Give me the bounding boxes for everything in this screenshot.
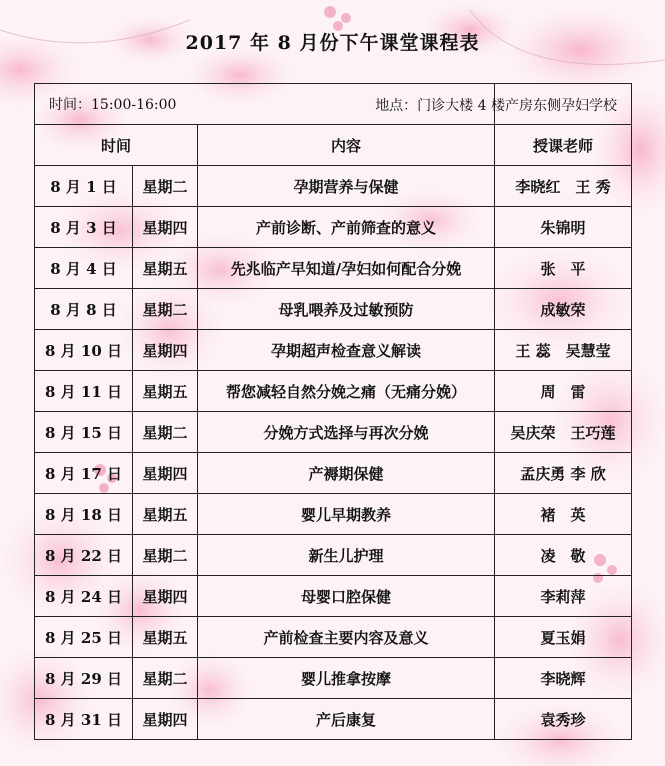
class-location: 地点：门诊大楼 4 楼产房东侧孕妇学校 — [375, 98, 617, 114]
row-content: 孕期超声检查意义解读 — [198, 330, 495, 371]
row-content: 孕期营养与保健 — [198, 166, 495, 207]
row-teacher: 王 蕊 吴慧莹 — [495, 330, 632, 371]
row-weekday: 星期二 — [133, 166, 198, 207]
row-teacher: 周 雷 — [495, 371, 632, 412]
table-row — [35, 453, 632, 494]
table-row — [35, 289, 632, 330]
schedule-table — [34, 83, 632, 740]
row-teacher: 李晓辉 — [495, 658, 632, 699]
row-date: 8 月 22 日 — [35, 535, 133, 576]
table-row — [35, 330, 632, 371]
table-row — [35, 207, 632, 248]
page-title: 2017 年 8 月份下午课堂课程表 — [185, 32, 480, 54]
row-weekday: 星期四 — [133, 576, 198, 617]
row-teacher: 袁秀珍 — [495, 699, 632, 740]
table-row — [35, 166, 632, 207]
row-date: 8 月 11 日 — [35, 371, 133, 412]
row-date: 8 月 15 日 — [35, 412, 133, 453]
row-weekday: 星期四 — [133, 330, 198, 371]
table-row — [35, 494, 632, 535]
row-content: 产前检查主要内容及意义 — [198, 617, 495, 658]
row-content: 母婴口腔保健 — [198, 576, 495, 617]
row-weekday: 星期二 — [133, 658, 198, 699]
table-row — [35, 617, 632, 658]
row-weekday: 星期四 — [133, 453, 198, 494]
table-row — [35, 371, 632, 412]
row-content: 帮您减轻自然分娩之痛（无痛分娩） — [198, 371, 495, 412]
row-content: 新生儿护理 — [198, 535, 495, 576]
row-teacher: 张 平 — [495, 248, 632, 289]
row-content: 母乳喂养及过敏预防 — [198, 289, 495, 330]
row-teacher: 李晓红 王 秀 — [495, 166, 632, 207]
row-weekday: 星期五 — [133, 248, 198, 289]
row-date: 8 月 24 日 — [35, 576, 133, 617]
row-date: 8 月 29 日 — [35, 658, 133, 699]
row-content: 分娩方式选择与再次分娩 — [198, 412, 495, 453]
table-row — [35, 535, 632, 576]
table-row — [35, 658, 632, 699]
row-content: 产褥期保健 — [198, 453, 495, 494]
row-content: 婴儿推拿按摩 — [198, 658, 495, 699]
row-weekday: 星期四 — [133, 207, 198, 248]
class-time: 时间：15:00-16:00 — [35, 84, 495, 125]
row-weekday: 星期二 — [133, 289, 198, 330]
header-time: 时间 — [35, 125, 198, 166]
header-teacher: 授课老师 — [495, 125, 632, 166]
row-teacher: 李莉萍 — [495, 576, 632, 617]
row-weekday: 星期五 — [133, 617, 198, 658]
row-teacher: 成敏荣 — [495, 289, 632, 330]
header-row — [35, 125, 632, 166]
row-date: 8 月 1 日 — [35, 166, 133, 207]
row-weekday: 星期五 — [133, 494, 198, 535]
row-content: 产前诊断、产前筛查的意义 — [198, 207, 495, 248]
row-weekday: 星期五 — [133, 371, 198, 412]
row-weekday: 星期四 — [133, 699, 198, 740]
table-row — [35, 248, 632, 289]
row-date: 8 月 18 日 — [35, 494, 133, 535]
row-teacher: 朱锦明 — [495, 207, 632, 248]
row-teacher: 凌 敬 — [495, 535, 632, 576]
row-content: 产后康复 — [198, 699, 495, 740]
row-teacher: 褚 英 — [495, 494, 632, 535]
header-content: 内容 — [198, 125, 495, 166]
row-teacher: 吴庆荣 王巧莲 — [495, 412, 632, 453]
table-row — [35, 699, 632, 740]
row-date: 8 月 31 日 — [35, 699, 133, 740]
row-teacher: 夏玉娟 — [495, 617, 632, 658]
row-weekday: 星期二 — [133, 412, 198, 453]
row-date: 8 月 3 日 — [35, 207, 133, 248]
row-date: 8 月 17 日 — [35, 453, 133, 494]
table-row — [35, 412, 632, 453]
table-row — [35, 576, 632, 617]
row-date: 8 月 8 日 — [35, 289, 133, 330]
row-date: 8 月 25 日 — [35, 617, 133, 658]
row-date: 8 月 10 日 — [35, 330, 133, 371]
row-content: 先兆临产早知道/孕妇如何配合分娩 — [198, 248, 495, 289]
row-date: 8 月 4 日 — [35, 248, 133, 289]
row-teacher: 孟庆勇 李 欣 — [495, 453, 632, 494]
row-content: 婴儿早期教养 — [198, 494, 495, 535]
row-weekday: 星期二 — [133, 535, 198, 576]
